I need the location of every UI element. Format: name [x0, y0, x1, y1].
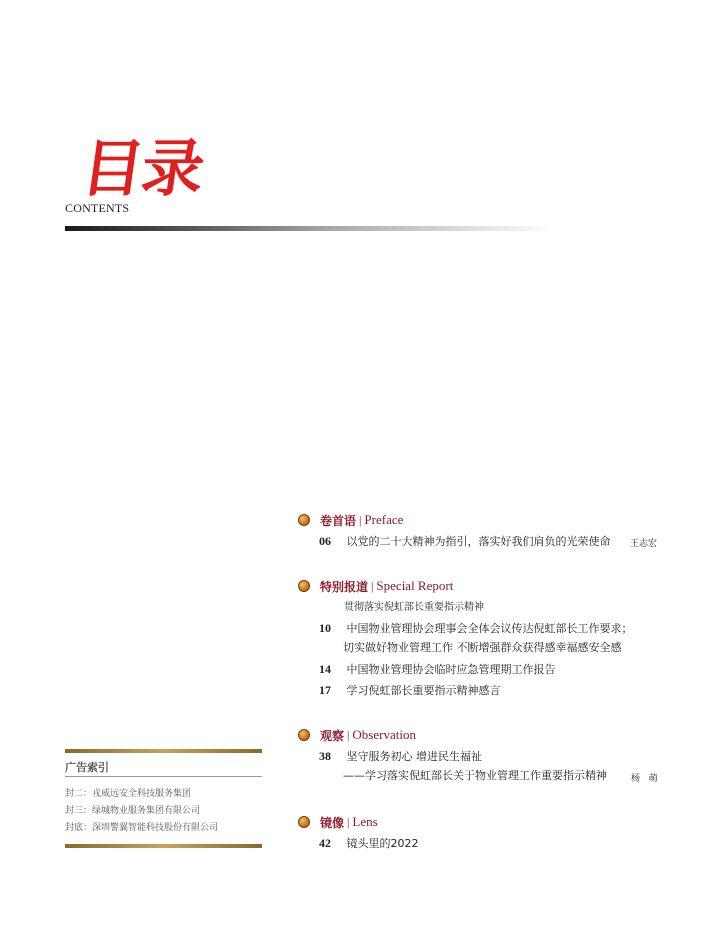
section-title-en: Preface: [364, 512, 404, 527]
section-separator: |: [371, 578, 374, 593]
toc-entry[interactable]: [319, 836, 419, 851]
toc-entry[interactable]: [319, 749, 482, 764]
toc-entry[interactable]: [319, 534, 611, 549]
bullet-icon: [298, 816, 310, 828]
section-title-cn: 镜像: [320, 815, 345, 830]
ad-index-top-bar: [65, 749, 262, 753]
section-separator: |: [359, 512, 362, 527]
bullet-icon: [298, 729, 310, 741]
ad-index-item: 封底：深圳警翼智能科技股份有限公司: [65, 823, 219, 833]
ad-index-bottom-bar: [65, 844, 262, 848]
section-header-lens[interactable]: [298, 813, 378, 831]
section-separator: |: [347, 814, 350, 829]
page-number: 17: [319, 683, 331, 697]
ad-index-item: 封三：绿城物业服务集团有限公司: [65, 806, 201, 816]
section-title-cn: 观察: [320, 728, 345, 743]
entry-title-line2: 切实做好物业管理工作 不断增强群众获得感幸福感安全感: [343, 641, 622, 654]
toc-entry[interactable]: [319, 683, 501, 698]
contents-title-cn: 目录: [76, 132, 208, 205]
section-separator: |: [347, 727, 350, 742]
page-number: 06: [319, 534, 331, 548]
entry-title: 中国物业管理协会临时应急管理期工作报告: [346, 663, 556, 676]
toc-entry[interactable]: [319, 621, 633, 636]
entry-title: 学习倪虹部长重要指示精神感言: [346, 684, 501, 697]
page-number: 38: [319, 749, 331, 763]
section-title-en: Observation: [352, 727, 416, 742]
toc-entry[interactable]: [319, 662, 556, 677]
section-title-cn: 卷首语: [320, 513, 357, 528]
ad-index-item: 封二：戎威远安全科技服务集团: [65, 789, 192, 799]
entry-author: 王志宏: [630, 539, 658, 549]
page-number: 14: [319, 662, 331, 676]
page-number: 42: [319, 836, 331, 850]
section-header-preface[interactable]: [298, 511, 403, 529]
ad-index-divider: [65, 776, 262, 777]
entry-title-line2: ——学习落实倪虹部长关于物业管理工作重要指示精神: [343, 769, 607, 782]
entry-title: 坚守服务初心 增进民生福祉: [346, 750, 482, 763]
ad-index-title: 广告索引: [65, 761, 109, 774]
section-title-en: Special Report: [376, 578, 454, 593]
page-number: 10: [319, 621, 331, 635]
title-divider: [65, 226, 555, 231]
section-title-en: Lens: [352, 814, 378, 829]
entry-title: 中国物业管理协会理事会全体会议传达倪虹部长工作要求；: [346, 622, 633, 635]
section-subtitle: 贯彻落实倪虹部长重要指示精神: [344, 602, 484, 613]
section-header-special-report[interactable]: [298, 577, 453, 595]
bullet-icon: [298, 514, 310, 526]
entry-title: 以党的二十大精神为指引，落实好我们肩负的光荣使命: [346, 535, 611, 548]
section-header-observation[interactable]: [298, 726, 416, 744]
section-title-cn: 特别报道: [320, 579, 369, 594]
entry-title: 镜头里的2022: [346, 837, 419, 850]
contents-title-en: CONTENTS: [65, 201, 130, 215]
entry-author: 杨 萌: [631, 774, 658, 784]
bullet-icon: [298, 580, 310, 592]
